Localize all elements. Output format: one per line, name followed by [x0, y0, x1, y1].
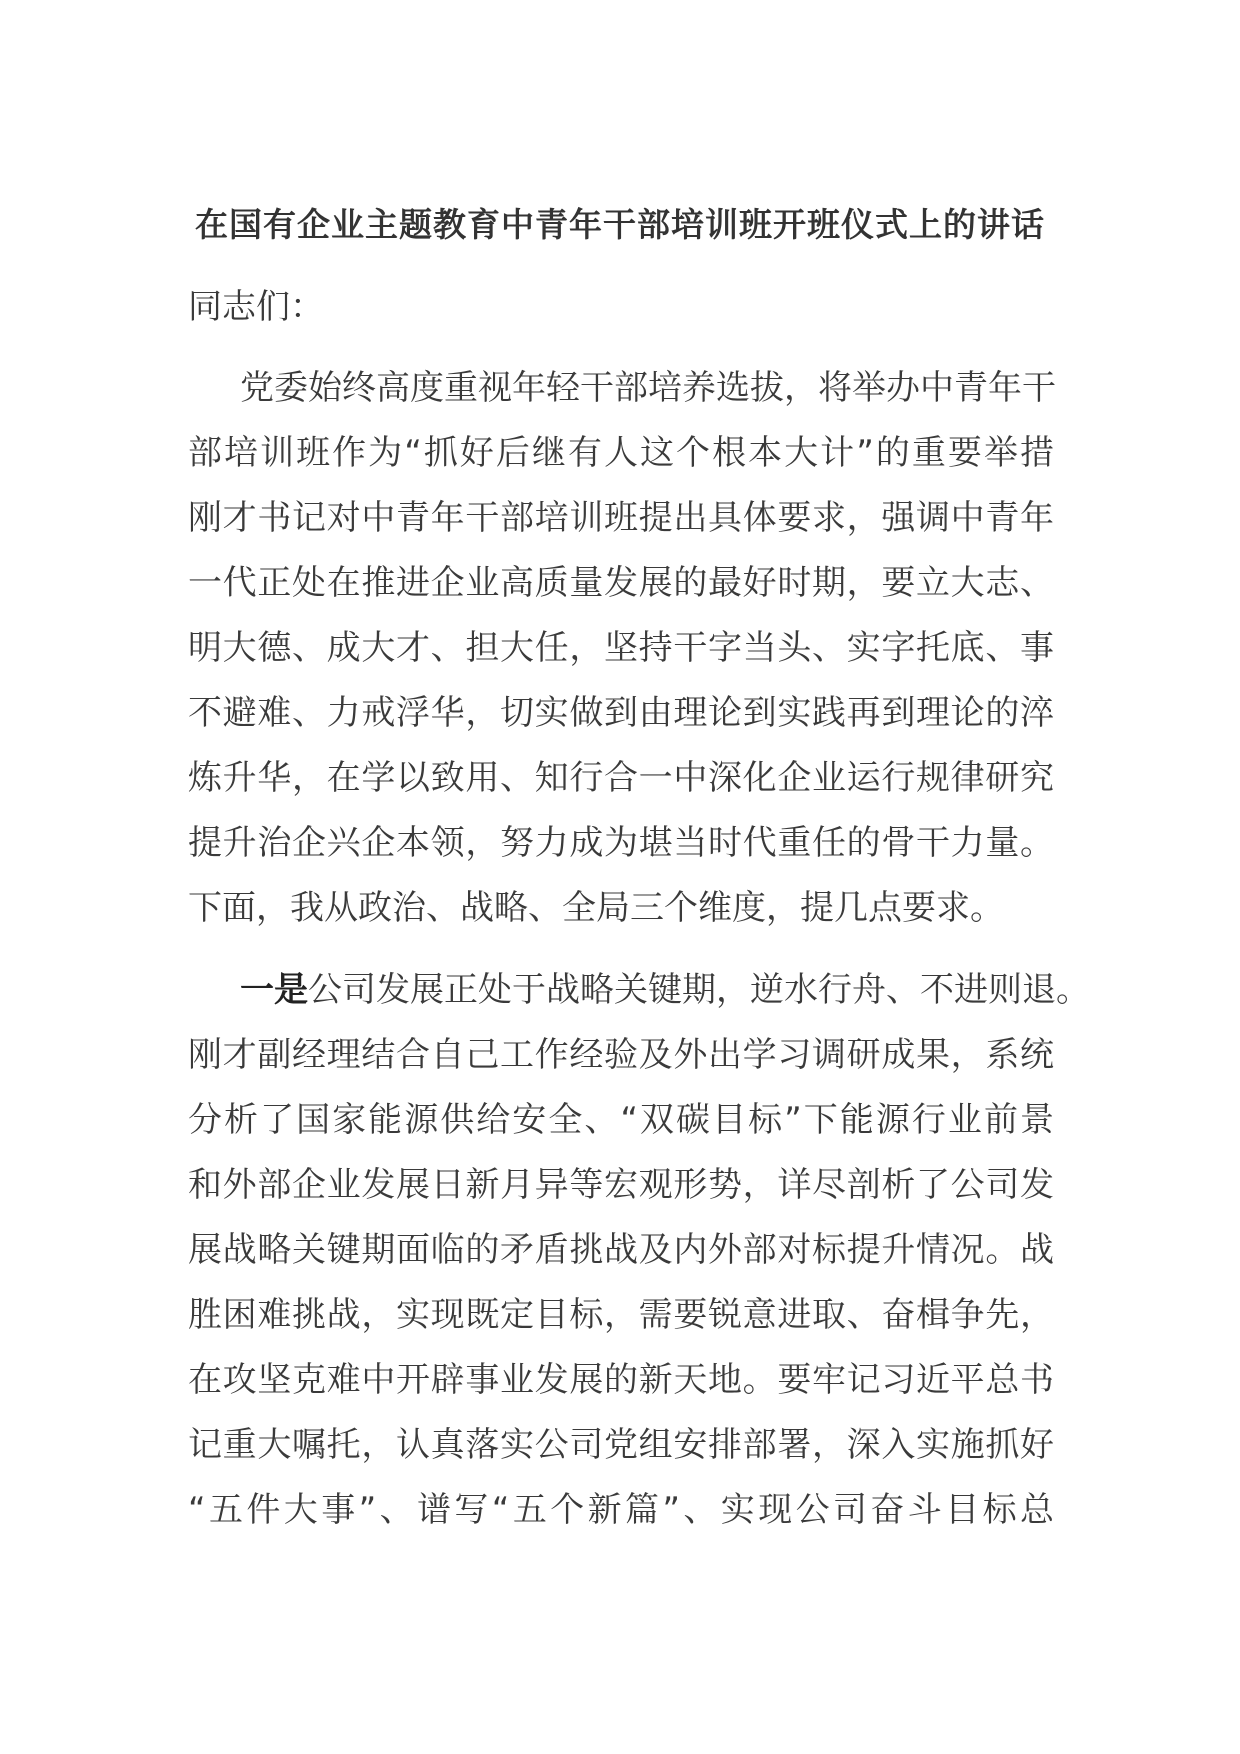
paragraph-line: 党委始终高度重视年轻干部培养选拔，将举办中青年干	[240, 368, 1056, 408]
paragraph-line: 明大德、成大才、担大任，坚持干字当头、实字托底、事	[188, 628, 1054, 668]
paragraph-line: 部培训班作为“抓好后继有人这个根本大计”的重要举措	[188, 433, 1054, 473]
paragraph-line: 炼升华，在学以致用、知行合一中深化企业运行规律研究	[188, 758, 1054, 798]
paragraph-line: 一代正处在推进企业高质量发展的最好时期，要立大志、	[188, 563, 1054, 603]
paragraph-first-line	[188, 970, 1090, 1035]
bold-lead: 一是	[240, 970, 308, 1010]
salutation: 同志们：	[188, 287, 324, 327]
paragraph-line: 展战略关键期面临的矛盾挑战及内外部对标提升情况。战	[188, 1230, 1054, 1270]
paragraph-line: 提升治企兴企本领，努力成为堪当时代重任的骨干力量。	[188, 823, 1054, 863]
paragraph-line: 刚才书记对中青年干部培训班提出具体要求，强调中青年	[188, 498, 1054, 538]
paragraph-1	[188, 368, 1054, 953]
paragraph-line: 分析了国家能源供给安全、“双碳目标”下能源行业前景	[188, 1100, 1054, 1140]
paragraph-line: 和外部企业发展日新月异等宏观形势，详尽剖析了公司发	[188, 1165, 1054, 1205]
paragraph-line: “五件大事”、谱写“五个新篇”、实现公司奋斗目标总	[188, 1490, 1054, 1530]
paragraph-line: 刚才副经理结合自己工作经验及外出学习调研成果，系统	[188, 1035, 1054, 1075]
paragraph-line: 记重大嘱托，认真落实公司党组安排部署，深入实施抓好	[188, 1425, 1054, 1465]
document-title: 在国有企业主题教育中青年干部培训班开班仪式上的讲话	[195, 205, 1045, 244]
paragraph-line: 下面，我从政治、战略、全局三个维度，提几点要求。	[188, 888, 1004, 928]
paragraph-line: 胜困难挑战，实现既定目标，需要锐意进取、奋楫争先，	[188, 1295, 1054, 1335]
first-line-text: 公司发展正处于战略关键期，逆水行舟、不进则退。	[308, 970, 1090, 1010]
paragraph-line: 不避难、力戒浮华，切实做到由理论到实践再到理论的淬	[188, 693, 1054, 733]
paragraph-line: 在攻坚克难中开辟事业发展的新天地。要牢记习近平总书	[188, 1360, 1054, 1400]
paragraph-2	[188, 970, 1090, 1555]
